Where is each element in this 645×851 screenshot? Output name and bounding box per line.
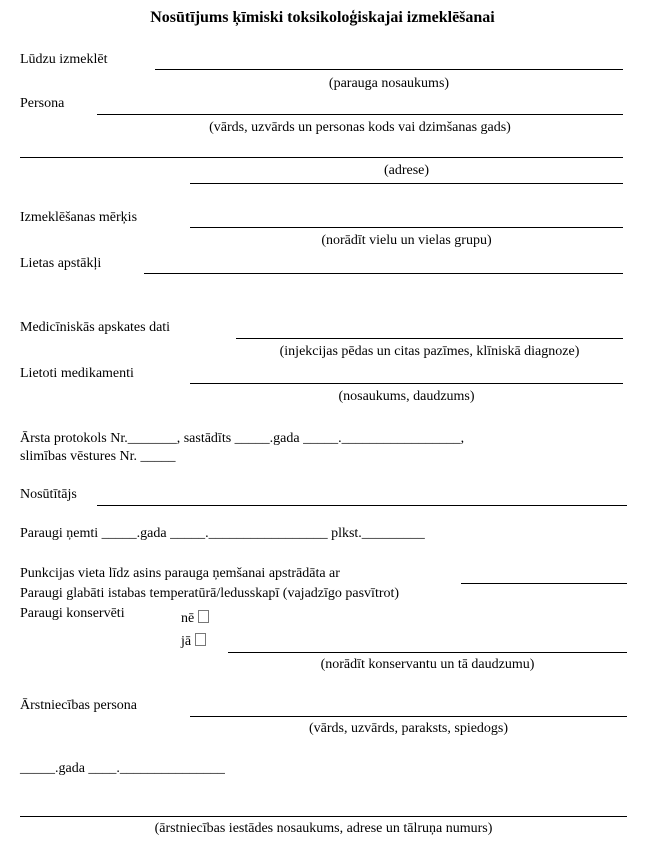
person-label: Persona: [20, 96, 65, 111]
circumstances-field[interactable]: [144, 273, 623, 274]
institution-caption: (ārstniecības iestādes nosaukums, adrese un tālruņa numurs): [154, 821, 493, 836]
medical-caption: (injekcijas pēdas un citas pazīmes, klīniskā diagnoze): [279, 344, 580, 359]
preservative-field[interactable]: [228, 652, 627, 653]
form-title: Nosūtījums ķīmiski toksikoloģiskajai izmeklēšanai: [150, 9, 495, 26]
protocol-line: Ārsta protokols Nr._______, sastādīts _____.gada _____._________________,: [20, 431, 465, 446]
date-line: _____.gada ____._______________: [20, 761, 225, 776]
address-caption: (adrese): [383, 163, 430, 178]
medicines-caption: (nosaukums, daudzums): [338, 389, 475, 404]
medical-label: Medicīniskās apskates dati: [20, 320, 171, 335]
person-field[interactable]: [97, 114, 623, 115]
institution-field[interactable]: [20, 816, 627, 817]
option-no[interactable]: [181, 610, 209, 627]
option-yes[interactable]: [181, 633, 206, 650]
medicines-field[interactable]: [190, 383, 623, 384]
person-caption: (vārds, uzvārds un personas kods vai dzimšanas gads): [209, 120, 511, 135]
samples-taken-line: Paraugi ņemti _____.gada _____._________________ plkst._________: [20, 526, 425, 541]
purpose-caption: (norādīt vielu un vielas grupu): [321, 233, 492, 248]
practitioner-field[interactable]: [190, 716, 627, 717]
option-yes-label: jā: [181, 634, 192, 649]
address-field-line1[interactable]: [20, 157, 623, 158]
sample-name-field[interactable]: [155, 69, 623, 70]
sender-field[interactable]: [97, 505, 627, 506]
puncture-field[interactable]: [461, 583, 627, 584]
preserved-label: Paraugi konservēti: [20, 606, 125, 621]
sender-label: Nosūtītājs: [20, 487, 77, 502]
medical-field[interactable]: [236, 338, 623, 339]
preservative-caption: (norādīt konservantu un tā daudzumu): [320, 657, 535, 672]
practitioner-caption: (vārds, uzvārds, paraksts, spiedogs): [308, 721, 509, 736]
purpose-field[interactable]: [190, 227, 623, 228]
circumstances-label: Lietas apstākļi: [20, 256, 102, 271]
option-yes-checkbox[interactable]: [195, 633, 206, 646]
option-no-checkbox[interactable]: [198, 610, 209, 623]
request-label: Lūdzu izmeklēt: [20, 52, 108, 67]
purpose-label: Izmeklēšanas mērķis: [20, 210, 138, 225]
puncture-label: Punkcijas vieta līdz asins parauga ņemšanai apstrādāta ar: [20, 566, 340, 581]
address-field-line2[interactable]: [190, 183, 623, 184]
medicines-label: Lietoti medikamenti: [20, 366, 134, 381]
history-line: slimības vēstures Nr. _____: [20, 449, 176, 464]
practitioner-label: Ārstniecības persona: [20, 698, 138, 713]
option-no-label: nē: [181, 611, 195, 626]
sample-caption: (parauga nosaukums): [328, 76, 450, 91]
storage-label: Paraugi glabāti istabas temperatūrā/ledusskapī (vajadzīgo pasvītrot): [20, 586, 400, 601]
